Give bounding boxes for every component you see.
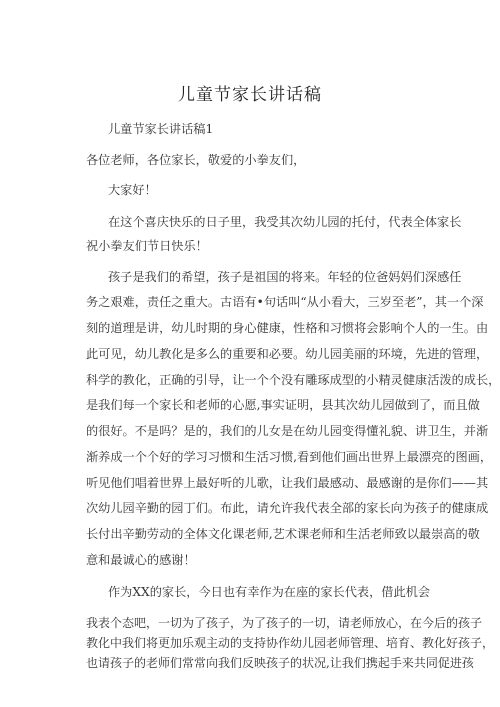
paragraph-line: 科学的教化，正确的引导，让一个个没有雕琢成型的小精灵健康活泼的成长， [86,373,500,387]
paragraph-line: 我表个态吧，一切为了孩子，为了孩子的一切，请老师放心，在今后的孩子 [86,616,483,630]
paragraph-line: 务之艰难，责任之重大。古语有•句话叫“从小看大，三岁至老”，其一个深 [86,295,484,309]
salutation: 各位老师，各位家长，敬爱的小拳友们， [86,153,306,167]
paragraph-line: 意和最诚心的感谢！ [86,553,196,567]
document-subtitle: 儿童节家长讲话稿1 [108,122,214,136]
paragraph-line: 刻的道理是讲，幼儿时期的身心健康，性格和习惯将会影响个人的一生。由 [86,321,489,335]
paragraph-line: 也请孩子的老师们常常向我们反映孩子的状况,让我们携起手来共同促进孩 [86,656,474,670]
paragraph-line: 渐养成一个个好的学习习惯和生活习惯,看到他们画出世界上最漂亮的图画， [86,450,493,464]
document-title: 儿童节家长讲话稿 [178,85,322,105]
paragraph-line: 祝小拳友们节日快乐！ [86,239,208,253]
paragraph-line: 教化中我们将更加乐观主动的支持协作幼儿园老师管理、培育、教化好孩子， [86,636,495,650]
paragraph-line: 长付出辛勤劳动的全体文化课老师,艺术课老师和生活老师致以最崇高的敬 [86,527,480,541]
paragraph-line: 的很好。不是吗？是的，我们的儿女是在幼儿园变得懂礼貌、讲卫生，并渐 [86,424,489,438]
paragraph-line: 作为XX的家长，今日也有幸作为在座的家长代表，借此机会 [108,585,431,599]
paragraph-line: 此可见，幼儿教化是多么的重要和必要。幼儿园美丽的环境，先进的管理， [86,347,489,361]
paragraph-line: 次幼儿园辛勤的园丁们。布此，请允许我代表全部的家长向为孩子的健康成 [86,501,489,515]
paragraph-line: 在这个喜庆快乐的日子里，我受其次幼儿园的托付，代表全体家长 [108,215,462,229]
greeting: 大家好！ [108,183,157,197]
paragraph-line: 听见他们唱着世界上最好听的儿歌，让我们最感动、最感谢的是你们——其 [86,476,489,490]
paragraph-line: 是我们每一个家长和老师的心愿,事实证明，县其次幼儿园做到了，而且做 [86,398,480,412]
paragraph-line: 孩子是我们的希望，孩子是祖国的将来。年轻的位爸妈妈们深感任 [108,270,462,284]
